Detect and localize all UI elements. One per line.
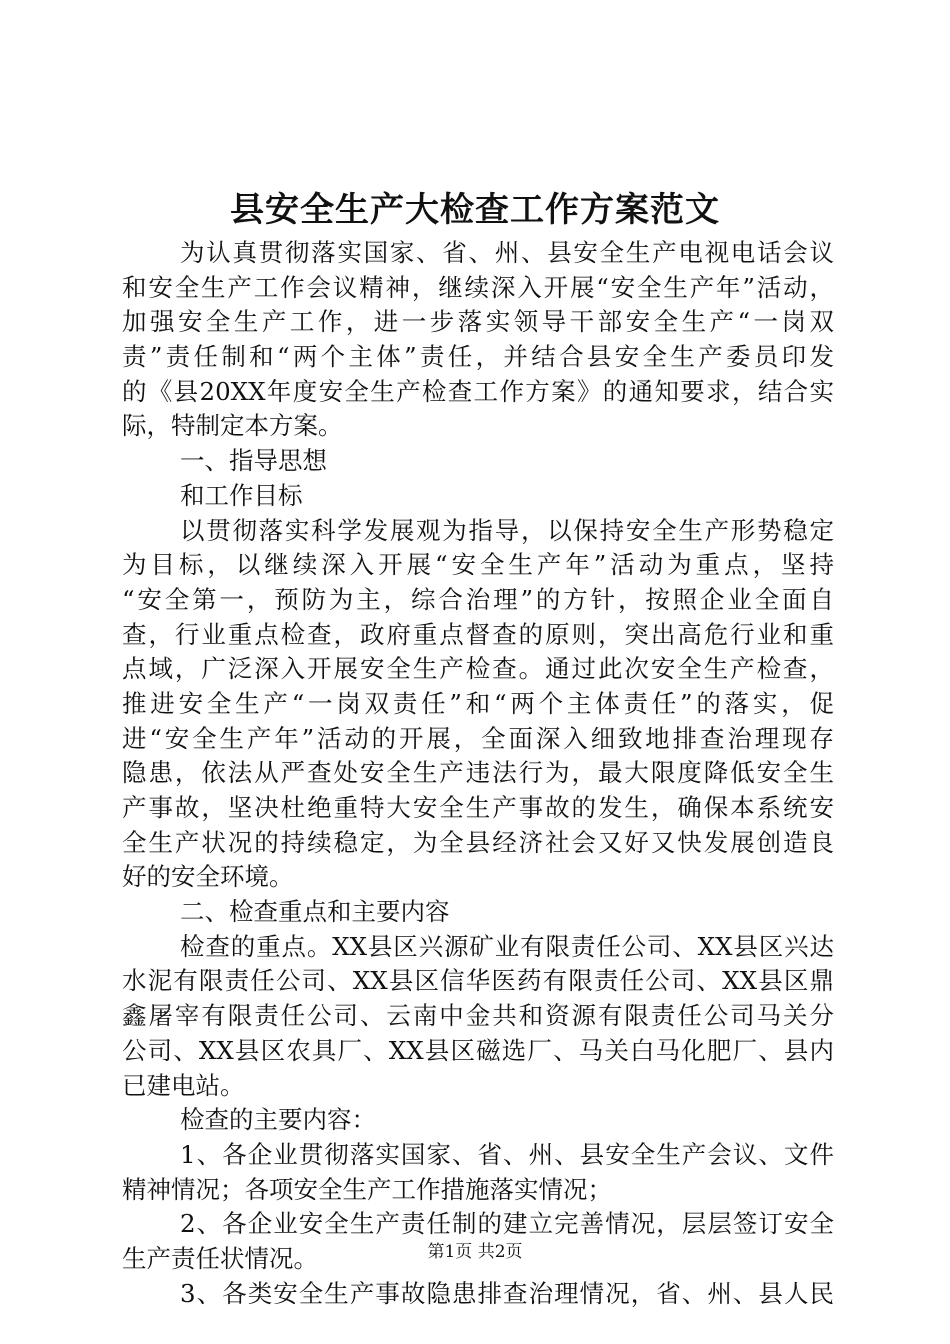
body-line: 隐患，依法从严查处安全生产违法行为，最大限度降低安全生 xyxy=(122,758,834,788)
document-title: 县安全生产大检查工作方案范文 xyxy=(230,190,720,230)
body-line: 好的安全环境。 xyxy=(122,862,294,892)
body-line: 生产责任状情况。 xyxy=(122,1243,318,1273)
body-line: 鑫屠宰有限责任公司、云南中金共和资源有限责任公司马关分 xyxy=(122,1001,834,1031)
body-line: 已建电站。 xyxy=(122,1070,245,1100)
body-line: 以贯彻落实科学发展观为指导，以保持安全生产形势稳定 xyxy=(180,515,834,545)
body-line: 全生产状况的持续稳定，为全县经济社会又好又快发展创造良 xyxy=(122,827,834,857)
body-line: 的《县20XX年度安全生产检查工作方案》的通知要求，结合实 xyxy=(122,376,834,406)
body-line: 3、各类安全生产事故隐患排查治理情况，省、州、县人民 xyxy=(180,1278,834,1308)
body-line: 1、各企业贯彻落实国家、省、州、县安全生产会议、文件 xyxy=(180,1139,834,1169)
body-line: 水泥有限责任公司、XX县区信华医药有限责任公司、XX县区鼎 xyxy=(122,966,834,996)
body-line: 精神情况；各项安全生产工作措施落实情况； xyxy=(122,1174,612,1204)
body-line: 际，特制定本方案。 xyxy=(122,411,343,441)
body-line: 公司、XX县区农具厂、XX县区磁选厂、马关白马化肥厂、县内 xyxy=(122,1035,834,1065)
body-line: 和安全生产工作会议精神，继续深入开展“安全生产年”活动， xyxy=(122,272,834,302)
body-line: “安全第一，预防为主，综合治理”的方针，按照企业全面自 xyxy=(122,584,834,614)
page-footer: 第1页 共2页 xyxy=(427,1242,523,1262)
body-line: 为目标，以继续深入开展“安全生产年”活动为重点，坚持 xyxy=(122,550,834,580)
body-line: 2、各企业安全生产责任制的建立完善情况，层层签订安全 xyxy=(180,1209,834,1239)
body-line: 查，行业重点检查，政府重点督查的原则，突出高危行业和重 xyxy=(122,619,834,649)
body-line: 点域，广泛深入开展安全生产检查。通过此次安全生产检查， xyxy=(122,654,834,684)
document-body xyxy=(122,236,834,1311)
body-line: 为认真贯彻落实国家、省、州、县安全生产电视电话会议 xyxy=(180,238,834,267)
body-line: 加强安全生产工作，进一步落实领导干部安全生产“一岗双 xyxy=(122,307,834,337)
body-line: 检查的主要内容： xyxy=(180,1105,376,1135)
body-line: 产事故，坚决杜绝重特大安全生产事故的发生，确保本系统安 xyxy=(122,793,834,822)
body-line: 二、检查重点和主要内容 xyxy=(180,897,450,927)
body-line: 一、指导思想 xyxy=(180,446,327,476)
body-line: 检查的重点。XX县区兴源矿业有限责任公司、XX县区兴达 xyxy=(180,931,834,961)
body-line: 和工作目标 xyxy=(180,480,303,510)
body-line: 进“安全生产年”活动的开展，全面深入细致地排查治理现存 xyxy=(122,723,834,753)
body-line: 推进安全生产“一岗双责任”和“两个主体责任”的落实，促 xyxy=(122,688,834,718)
body-line: 责”责任制和“两个主体”责任，并结合县安全生产委员印发 xyxy=(122,342,834,372)
